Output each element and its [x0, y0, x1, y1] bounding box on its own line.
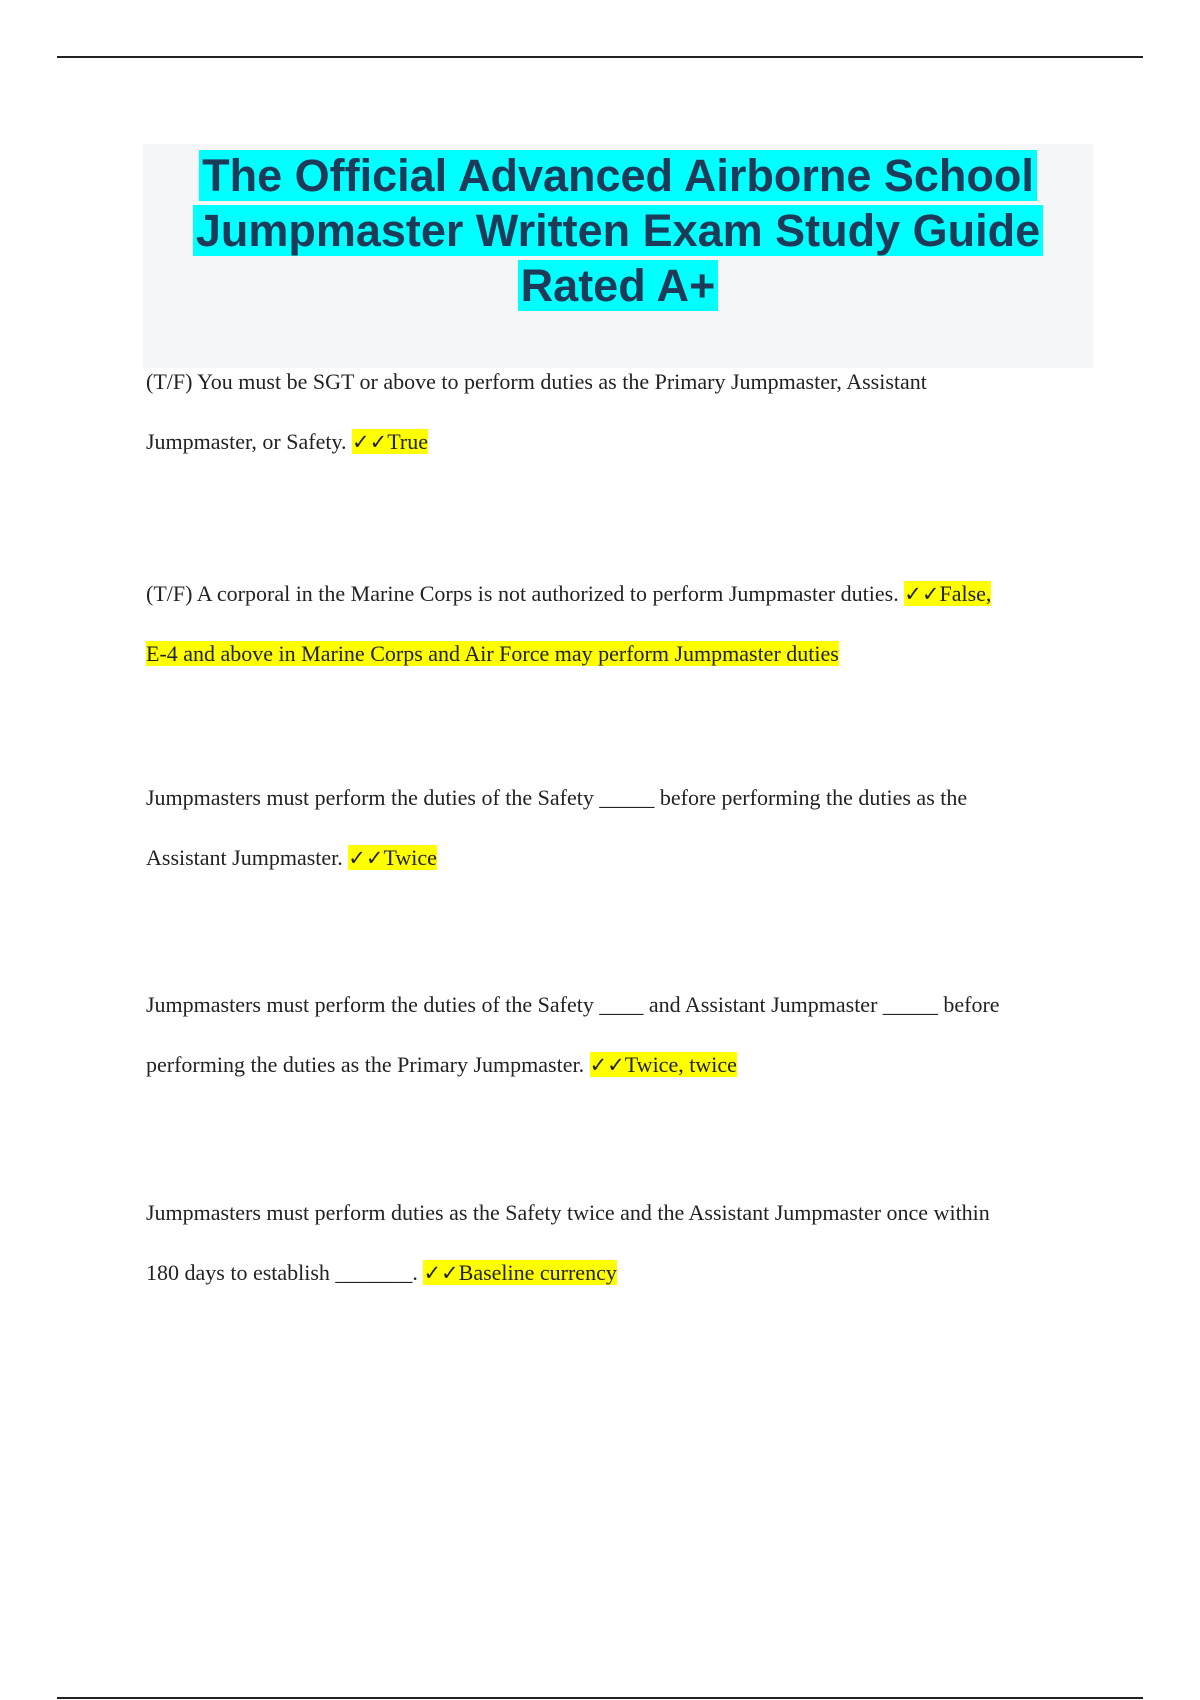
question-text: (T/F) A corporal in the Marine Corps is not authorized to perform Jumpmaster duties. ✓✓False, — [146, 581, 992, 606]
question-item — [146, 352, 1096, 472]
question-text-continued: Jumpmaster, or Safety. ✓✓True — [146, 429, 429, 454]
check-mark-icon: ✓✓ — [589, 1053, 625, 1077]
title-line-3: Rated A+ — [143, 258, 1093, 313]
question-item — [146, 975, 1096, 1095]
answer-highlight: ✓✓False, — [904, 581, 992, 606]
title-block — [143, 144, 1093, 368]
check-mark-icon: ✓✓ — [348, 846, 384, 870]
question-text: (T/F) You must be SGT or above to perform duties as the Primary Jumpmaster, Assistant — [146, 369, 927, 394]
answer-highlight: ✓✓True — [352, 429, 429, 454]
answer-highlight: ✓✓Twice, twice — [589, 1052, 737, 1077]
question-item — [146, 564, 1096, 684]
answer-text-continued — [146, 624, 1096, 684]
question-text-continued: Assistant Jumpmaster. ✓✓Twice — [146, 845, 437, 870]
question-text: Jumpmasters must perform the duties of the Safety _____ before performing the duties as the — [146, 785, 968, 810]
check-mark-icon: ✓✓ — [352, 430, 388, 454]
question-text: Jumpmasters must perform duties as the Safety twice and the Assistant Jumpmaster once within — [146, 1200, 990, 1225]
title-line-1: The Official Advanced Airborne School — [143, 148, 1093, 203]
check-mark-icon: ✓✓ — [904, 582, 940, 606]
question-text-continued: performing the duties as the Primary Jumpmaster. ✓✓Twice, twice — [146, 1052, 737, 1077]
question-item — [146, 1183, 1096, 1303]
top-rule — [57, 56, 1143, 58]
check-mark-icon: ✓✓ — [423, 1261, 459, 1285]
title-line-2: Jumpmaster Written Exam Study Guide — [143, 203, 1093, 258]
answer-highlight: ✓✓Twice — [348, 845, 437, 870]
answer-highlight: E-4 and above in Marine Corps and Air Force may perform Jumpmaster duties — [146, 641, 839, 666]
question-item — [146, 768, 1096, 888]
question-text-continued: 180 days to establish _______. ✓✓Baseline currency — [146, 1260, 617, 1285]
bottom-rule — [57, 1697, 1143, 1699]
question-text: Jumpmasters must perform the duties of the Safety ____ and Assistant Jumpmaster _____ before — [146, 992, 1000, 1017]
answer-highlight: ✓✓Baseline currency — [423, 1260, 617, 1285]
